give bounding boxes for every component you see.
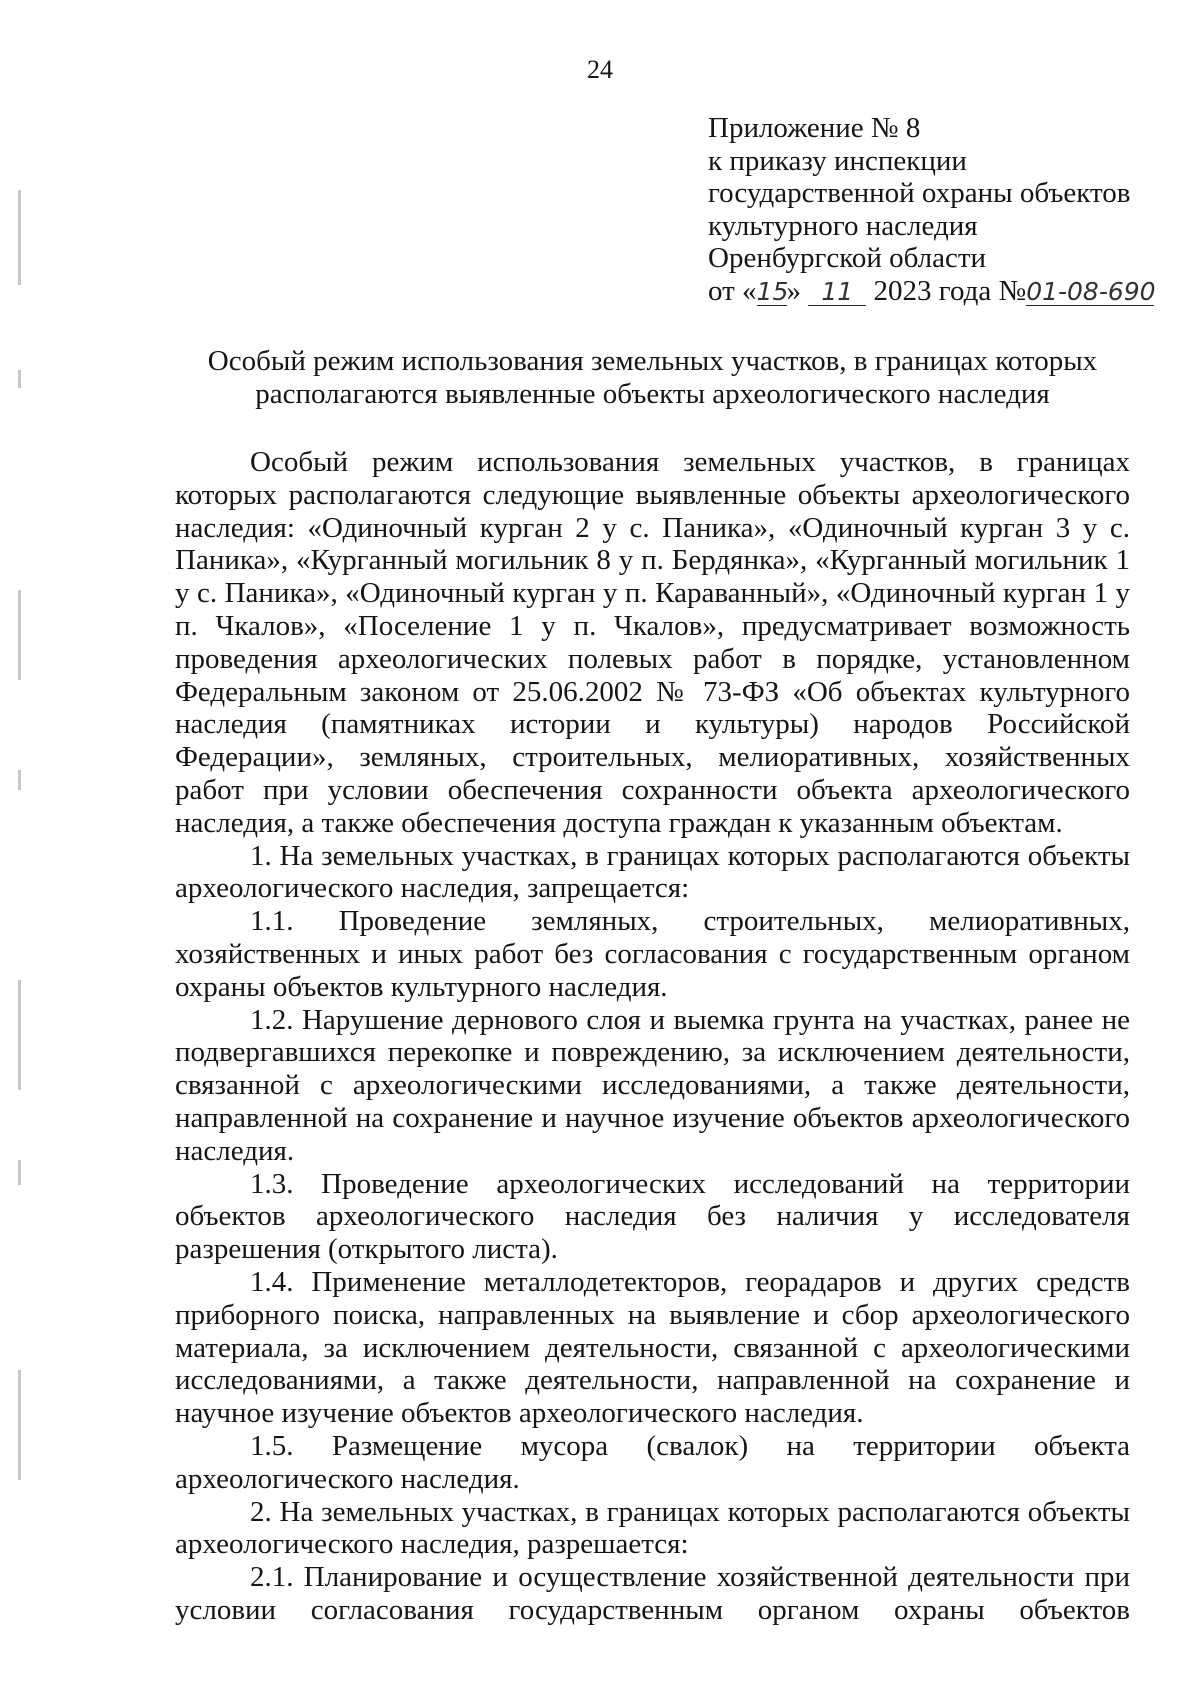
appendix-line: Приложение № 8: [708, 112, 921, 144]
scan-edge-mark: [18, 1370, 21, 1480]
paragraph: 1.3. Проведение археологических исследований на территории объектов археологического наследия без наличия у исследователя разрешения (открытого листа).: [175, 1167, 1130, 1266]
paragraph: 1.2. Нарушение дернового слоя и выемка грунта на участках, ранее не подвергавшихся перекопке и повреждению, за исключением деятельности, связанной с археологическими исследованиями, а также деятельности, направленной на сохранение и научное изучение объектов археологического наследия.: [175, 1003, 1130, 1167]
scan-edge-mark: [18, 190, 21, 285]
paragraph: 2. На земельных участках, в границах которых располагаются объекты археологического наследия, разрешается:: [175, 1495, 1130, 1561]
appendix-line: культурного наследия: [708, 209, 978, 242]
appendix-date-line: [708, 275, 1188, 308]
paragraph: Особый режим использования земельных участков, в границах которых располагаются следующие выявленные объекты археологического наследия: «Одиночный курган 2 у с. Паника», «Одиночный курган 3 у с. Паника», «Курганный могильник 8 у п. Бердянка», «Курганный могильник 1 у с. Паника», «Одиночный курган у п. Караванный», «Одиночный курган 1 у п. Чкалов», «Поселение 1 у п. Чкалов», предусматривает возможность проведения археологических полевых работ в порядке, установленном Федеральным законом от 25.06.2002 № 73-ФЗ «Об объектах культурного наследия (памятниках истории и культуры) народов Российской Федерации», земляных, строительных, мелиоративных, хозяйственных работ при условии обеспечения сохранности объекта археологического наследия, а также обеспечения доступа граждан к указанным объектам.: [175, 446, 1130, 839]
handwritten-month: 11: [808, 279, 866, 306]
paragraph: 2.1. Планирование и осуществление хозяйственной деятельности при условии согласования государственным органом охраны объектов: [175, 1561, 1130, 1626]
appendix-line: государственной охраны объектов: [708, 177, 1131, 209]
scan-edge-mark: [18, 590, 21, 680]
paragraph: 1.1. Проведение земляных, строительных, мелиоративных, хозяйственных и иных работ без согласования с государственным органом охраны объектов культурного наследия.: [175, 905, 1130, 1003]
appendix-block: [708, 112, 1188, 307]
handwritten-day: 15: [756, 276, 789, 306]
paragraph: 1.5. Размещение мусора (свалок) на территории объекта археологического наследия.: [175, 1429, 1130, 1495]
date-year: 2023 года №: [873, 274, 1027, 307]
paragraph: 1.4. Применение металлодетекторов, георадаров и других средств приборного поиска, направленных на выявление и сбор археологического материала, за исключением деятельности, связанной с археологическими исследованиями, а также деятельности, направленной на сохранение и научное изучение объектов археологического наследия.: [175, 1265, 1130, 1430]
paragraph: 1. На земельных участках, в границах которых располагаются объекты археологического наследия, запрещается:: [175, 839, 1130, 905]
title-line: Особый режим использования земельных участков, в границах которых: [207, 345, 1098, 377]
handwritten-order-number: 01-08-690: [1026, 276, 1156, 306]
appendix-line: Оренбургской области: [708, 242, 987, 274]
document-title: [175, 345, 1130, 411]
scan-edge-mark: [18, 980, 21, 1090]
title-line: располагаются выявленные объекты археологического наследия: [255, 378, 1050, 410]
document-body: [175, 446, 1130, 1627]
appendix-line: к приказу инспекции: [708, 144, 967, 177]
scan-edge-mark: [18, 1160, 21, 1185]
date-prefix: от «: [708, 274, 757, 307]
page-number: 24: [587, 55, 613, 84]
scan-edge-mark: [18, 370, 21, 388]
scan-edge-mark: [18, 770, 21, 790]
date-mid: »: [786, 274, 802, 307]
